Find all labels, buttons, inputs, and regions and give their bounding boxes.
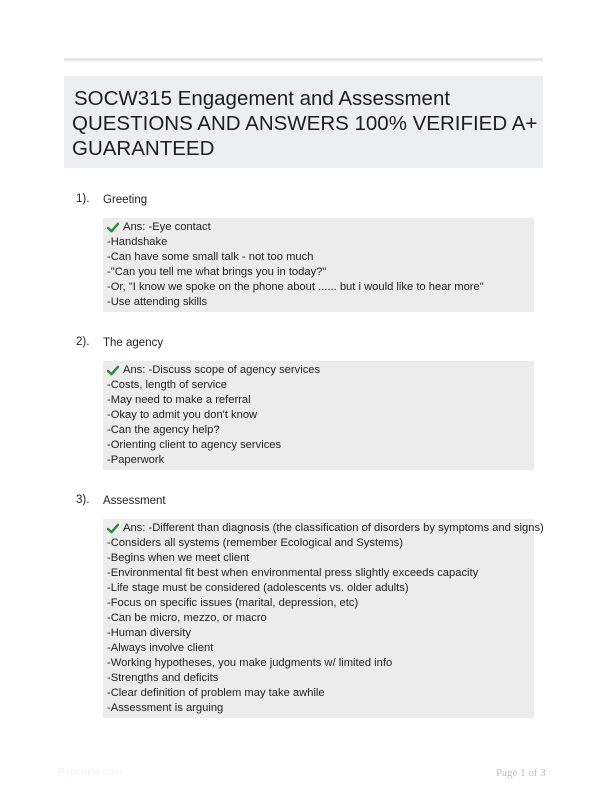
title-line-1: SOCW315 Engagement and Assessment (74, 87, 451, 110)
answer-box (103, 519, 544, 718)
answer-text: -Begins when we meet client (107, 552, 250, 564)
top-divider (64, 58, 543, 61)
answer-text: -Okay to admit you don't know (107, 409, 258, 421)
answer-line (107, 423, 534, 438)
answer-line (107, 453, 534, 468)
answer-text: -Paperwork (107, 454, 165, 466)
answer-text: -Human diversity (107, 627, 191, 639)
answer-text: -"Can you tell me what brings you in today?" (107, 266, 327, 278)
answer-first-line (107, 363, 534, 378)
answer-line (107, 566, 534, 581)
check-icon (107, 523, 119, 534)
answer-line (107, 611, 534, 626)
answer-first-line (107, 220, 534, 235)
answer-line (107, 671, 534, 686)
answer-text: -Considers all systems (remember Ecological and Systems) (107, 537, 403, 549)
answer-text: -Clear definition of problem may take awhile (107, 687, 325, 699)
answer-text: -Orienting client to agency services (107, 439, 282, 451)
answer-text: -Can the agency help? (107, 424, 220, 436)
answer-text: Ans: -Eye contact (123, 221, 211, 233)
footer-watermark: Papertitle.com (58, 767, 122, 778)
answer-text: -Or, "I know we spoke on the phone about ...... but i would like to hear more" (107, 281, 484, 293)
answer-text: Ans: -Discuss scope of agency services (123, 364, 321, 376)
answer-text: -Strengths and deficits (107, 672, 219, 684)
question-title: The agency (103, 337, 164, 349)
answer-line (107, 536, 534, 551)
answer-line (107, 295, 534, 310)
answer-text: -Can have some small talk - not too much (107, 251, 314, 263)
answer-line (107, 701, 534, 716)
answer-line (107, 250, 534, 265)
answer-text: -Always involve client (107, 642, 214, 654)
title-line-3: GUARANTEED (72, 137, 215, 160)
answer-line (107, 656, 534, 671)
answer-line (107, 280, 534, 295)
question-number: 3). (76, 494, 90, 506)
check-icon (107, 365, 119, 376)
answer-line (107, 438, 534, 453)
question-title: Greeting (103, 194, 148, 206)
title-line-2: QUESTIONS AND ANSWERS 100% VERIFIED A+ (72, 112, 538, 135)
answer-text: -Environmental fit best when environmental press slightly exceeds capacity (107, 567, 479, 579)
answer-text: -Can be micro, mezzo, or macro (107, 612, 267, 624)
answer-line (107, 408, 534, 423)
answer-line (107, 551, 534, 566)
answer-first-line (107, 521, 544, 536)
answer-text: -Costs, length of service (107, 379, 228, 391)
answer-line (107, 581, 534, 596)
answer-box (103, 218, 534, 312)
answer-text: -Assessment is arguing (107, 702, 224, 714)
answer-text: -Life stage must be considered (adolescents vs. older adults) (107, 582, 409, 594)
question-title: Assessment (103, 495, 166, 507)
answer-text: -May need to make a referral (107, 394, 251, 406)
answer-text: -Use attending skills (107, 296, 208, 308)
answer-line (107, 235, 534, 250)
question-number: 1). (76, 193, 90, 205)
page-indicator: Page 1 of 3 (496, 767, 546, 779)
answer-box (103, 361, 534, 470)
answer-line (107, 626, 534, 641)
answer-line (107, 378, 534, 393)
answer-line (107, 641, 534, 656)
answer-text: -Focus on specific issues (marital, depression, etc) (107, 597, 359, 609)
document-title (64, 76, 543, 168)
answer-line (107, 393, 534, 408)
answer-line (107, 686, 534, 701)
answer-line (107, 265, 534, 280)
question-number: 2). (76, 336, 90, 348)
answer-text: -Handshake (107, 236, 168, 248)
answer-line (107, 596, 534, 611)
answer-text: -Working hypotheses, you make judgments w/ limited info (107, 657, 393, 669)
answer-text: Ans: -Different than diagnosis (the classification of disorders by symptoms and signs) (123, 522, 544, 534)
check-icon (107, 222, 119, 233)
